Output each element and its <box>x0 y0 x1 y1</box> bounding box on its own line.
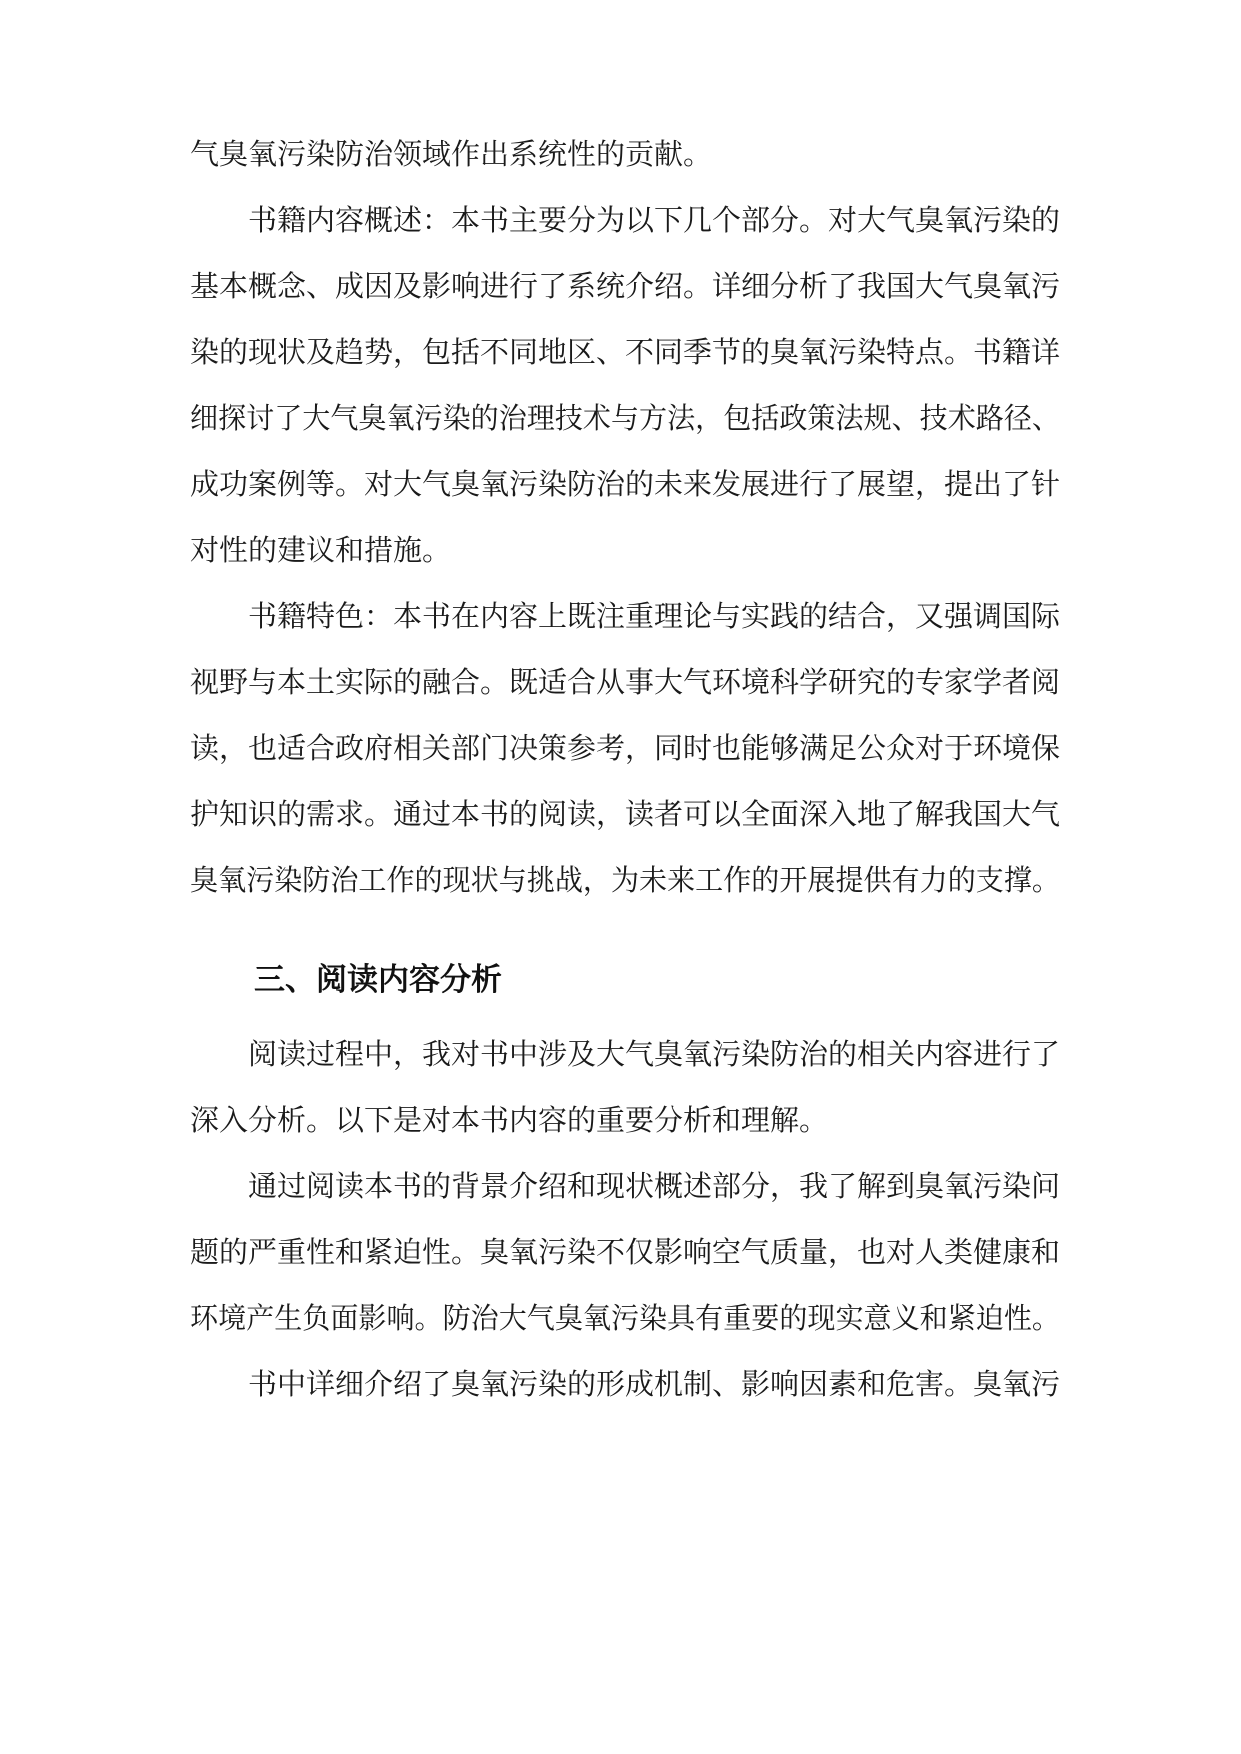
paragraph-line: 基本概念、成因及影响进行了系统介绍。详细分析了我国大气臭氧污 <box>190 269 1061 303</box>
paragraph-line: 气臭氧污染防治领域作出系统性的贡献。 <box>190 137 713 171</box>
paragraph-line: 通过阅读本书的背景介绍和现状概述部分，我了解到臭氧污染问 <box>248 1169 1061 1203</box>
paragraph-line: 染的现状及趋势，包括不同地区、不同季节的臭氧污染特点。书籍详 <box>190 335 1061 369</box>
paragraph-line: 书中详细介绍了臭氧污染的形成机制、影响因素和危害。臭氧污 <box>248 1367 1061 1401</box>
paragraph-line: 深入分析。以下是对本书内容的重要分析和理解。 <box>190 1103 829 1137</box>
paragraph-line: 题的严重性和紧迫性。臭氧污染不仅影响空气质量，也对人类健康和 <box>190 1235 1061 1269</box>
paragraph-line: 臭氧污染防治工作的现状与挑战，为未来工作的开展提供有力的支撑。 <box>190 863 1060 897</box>
paragraph-line: 书籍特色：本书在内容上既注重理论与实践的结合，又强调国际 <box>248 599 1061 633</box>
paragraph-line: 护知识的需求。通过本书的阅读，读者可以全面深入地了解我国大气 <box>190 797 1061 831</box>
paragraph-line: 读，也适合政府相关部门决策参考，同时也能够满足公众对于环境保 <box>190 731 1061 765</box>
paragraph-line: 细探讨了大气臭氧污染的治理技术与方法，包括政策法规、技术路径、 <box>190 401 1060 435</box>
paragraph-line: 环境产生负面影响。防治大气臭氧污染具有重要的现实意义和紧迫性。 <box>190 1301 1060 1335</box>
section-heading: 三、阅读内容分析 <box>254 962 502 998</box>
paragraph-line: 书籍内容概述：本书主要分为以下几个部分。对大气臭氧污染的 <box>248 203 1061 237</box>
paragraph-line: 对性的建议和措施。 <box>190 533 452 567</box>
paragraph-line: 阅读过程中，我对书中涉及大气臭氧污染防治的相关内容进行了 <box>248 1037 1061 1071</box>
paragraph-line: 视野与本土实际的融合。既适合从事大气环境科学研究的专家学者阅 <box>190 665 1061 699</box>
paragraph-line: 成功案例等。对大气臭氧污染防治的未来发展进行了展望，提出了针 <box>190 467 1061 501</box>
